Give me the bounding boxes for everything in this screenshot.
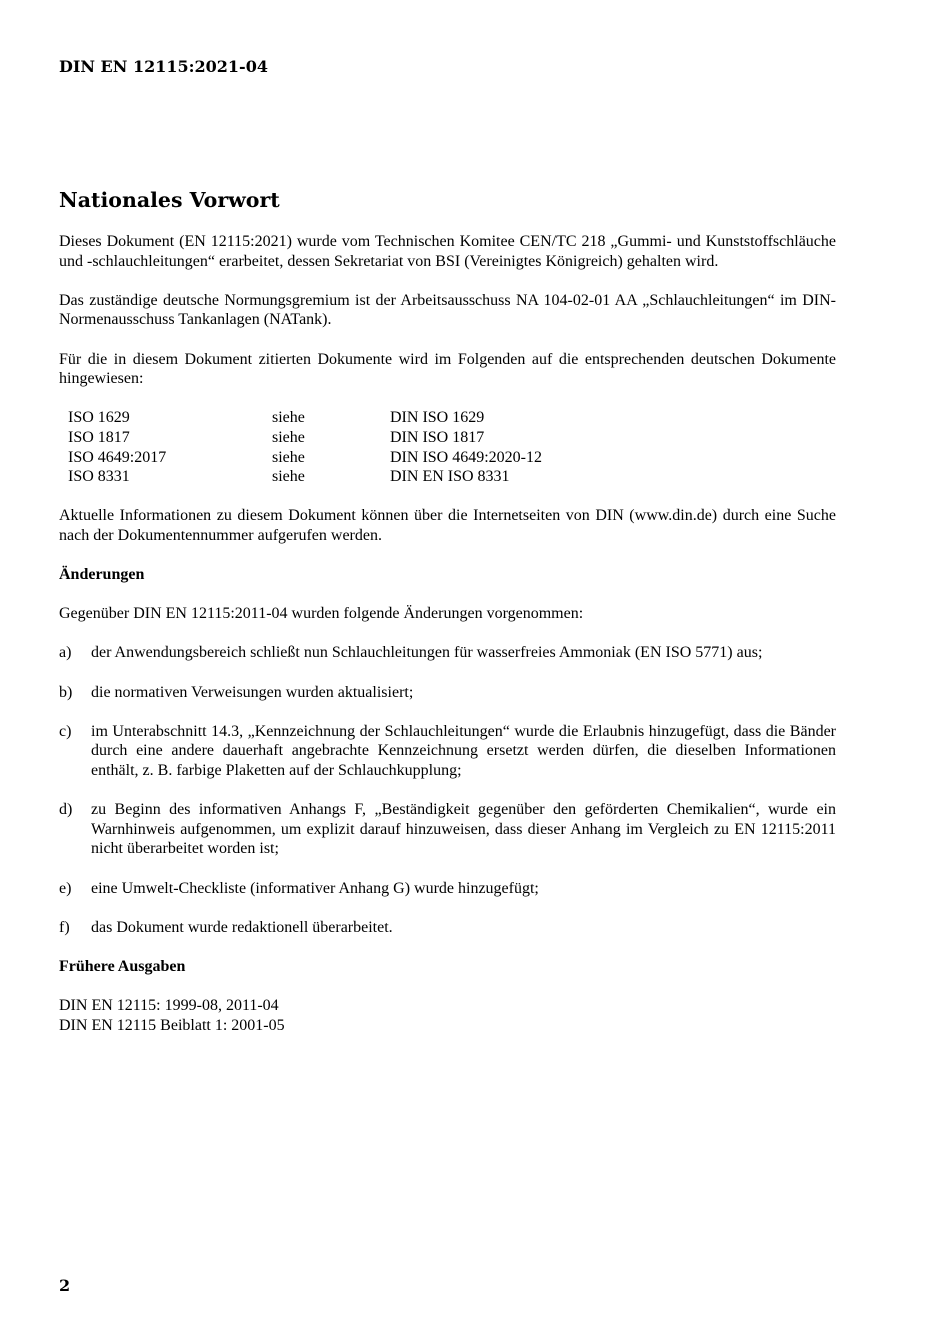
reference-row [68,467,836,487]
iso-reference: ISO 8331 [68,468,130,486]
reference-row [68,448,836,468]
see-label: siehe [272,409,305,427]
document-id-header: DIN EN 12115:2021-04 [59,57,268,76]
iso-reference: ISO 1629 [68,409,130,427]
previous-edition-line: DIN EN 12115 Beiblatt 1: 2001-05 [59,1016,285,1034]
changes-heading: Änderungen [59,566,145,584]
din-reference: DIN ISO 1817 [390,428,485,446]
foreword-content [59,186,836,1035]
see-label: siehe [272,468,305,486]
list-item-text: zu Beginn des informativen Anhangs F, „Beständigkeit gegenüber den geförderten Chemikalien“, wurde ein Warnhinweis aufgenommen, um explizit darauf hinzuweisen, dass dieser Anhang im Vergleich zu EN 12115:2011 nicht überarbeitet worden ist; [91,801,836,858]
list-item-text: das Dokument wurde redaktionell überarbeitet. [91,918,393,936]
paragraph-standards-body: Das zuständige deutsche Normungsgremium ist der Arbeitsausschuss NA 104-02-01 AA „Schlauchleitungen“ im DIN-Normenausschuss Tankanlagen (NATank). [59,291,836,329]
list-item-label: e) [59,879,72,897]
list-item-label: c) [59,722,72,740]
page-number: 2 [59,1276,71,1295]
reference-row [68,428,836,448]
list-item [59,722,836,781]
list-item-label: d) [59,801,73,819]
list-item-text: der Anwendungsbereich schließt nun Schlauchleitungen für wasserfreies Ammoniak (EN ISO 5771) aus; [91,644,763,662]
list-item [59,683,836,703]
list-item [59,879,836,899]
previous-editions-heading: Frühere Ausgaben [59,957,186,975]
paragraph-committee: Dieses Dokument (EN 12115:2021) wurde vom Technischen Komitee CEN/TC 218 „Gummi- und Kunststoffschläuche und -schlauchleitungen“ erarbeitet, dessen Sekretariat von BSI (Vereinigtes Königreich) gehalten wird. [59,233,836,270]
list-item-text: eine Umwelt-Checkliste (informativer Anhang G) wurde hinzugefügt; [91,879,539,897]
list-item [59,918,836,938]
paragraph-current-info: Aktuelle Informationen zu diesem Dokument können über die Internetseiten von DIN (www.din.de) durch eine Suche nach der Dokumentennummer aufgerufen werden. [59,507,836,544]
list-item-label: f) [59,918,70,936]
list-item [59,800,836,859]
list-item-label: a) [59,644,72,662]
list-item-text: die normativen Verweisungen wurden aktualisiert; [91,683,414,701]
see-label: siehe [272,448,305,466]
changes-intro: Gegenüber DIN EN 12115:2011-04 wurden folgende Änderungen vorgenommen: [59,605,584,623]
iso-reference: ISO 4649:2017 [68,448,167,466]
din-reference: DIN EN ISO 8331 [390,468,510,486]
list-item-text: im Unterabschnitt 14.3, „Kennzeichnung der Schlauchleitungen“ wurde die Erlaubnis hinzugefügt, dass die Bänder durch eine andere dauerhaft angebrachte Kennzeichnung ersetzt werden dürfen, die dieselben Informationen enthält, z. B. farbige Plaketten auf der Schlauchkupplung; [91,722,836,780]
paragraph-references-intro: Für die in diesem Dokument zitierten Dokumente wird im Folgenden auf die entsprechenden deutschen Dokumente hingewiesen: [59,350,836,388]
page-title: Nationales Vorwort [59,188,280,212]
list-item [59,643,836,663]
din-reference: DIN ISO 1629 [390,409,485,427]
reference-table [68,408,836,486]
see-label: siehe [272,428,305,446]
list-item-label: b) [59,683,73,701]
previous-edition-line: DIN EN 12115: 1999-08, 2011-04 [59,997,279,1015]
reference-row [68,408,836,428]
iso-reference: ISO 1817 [68,428,130,446]
din-reference: DIN ISO 4649:2020-12 [390,448,542,466]
